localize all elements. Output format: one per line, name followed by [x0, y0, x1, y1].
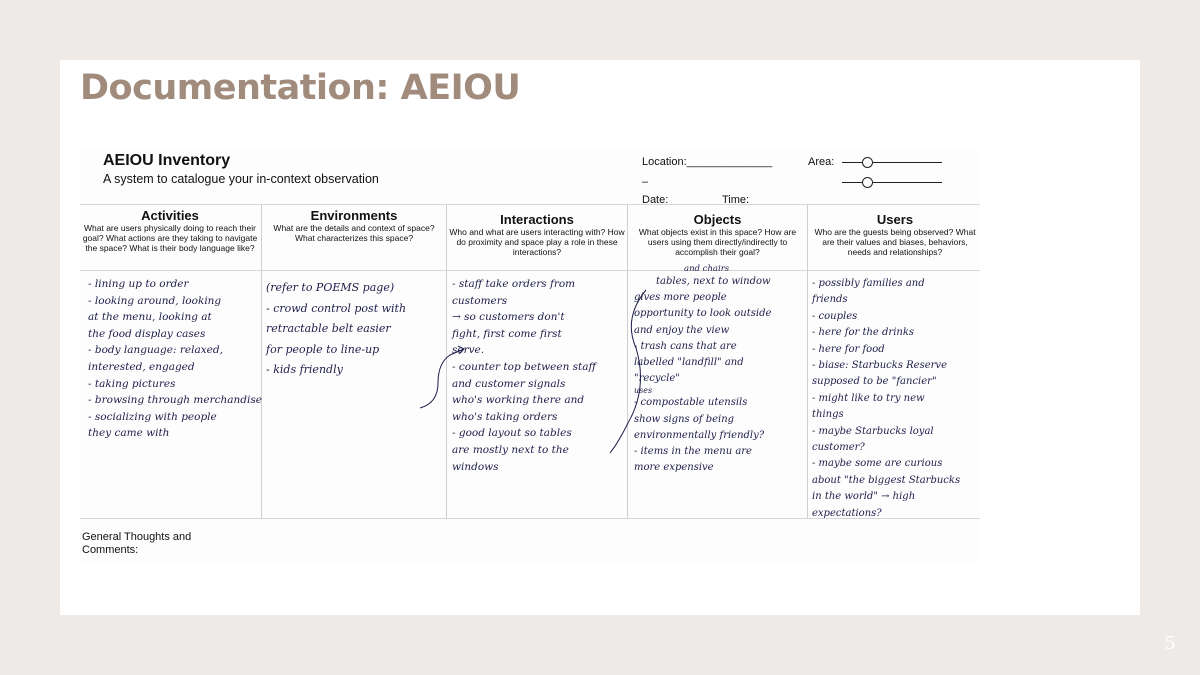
- list-item: show signs of being: [634, 413, 735, 425]
- users-notes: [812, 276, 987, 522]
- page-number: 5: [1164, 633, 1176, 654]
- list-item: at the menu, looking at: [88, 311, 212, 324]
- column-header-users: [810, 212, 980, 257]
- list-item: opportunity to look outside: [634, 308, 772, 320]
- list-item: expectations?: [812, 507, 882, 519]
- list-item: - kids friendly: [266, 363, 343, 376]
- list-item: uses: [634, 386, 653, 396]
- area-label: Area:: [808, 156, 835, 168]
- list-item: "recycle": [634, 373, 680, 385]
- list-item: retractable belt easier: [266, 322, 391, 335]
- inventory-subtitle: A system to catalogue your in-context observation: [103, 172, 379, 186]
- column-question: What are the details and context of space? What characterizes this space?: [273, 223, 435, 243]
- list-item: labelled "landfill" and: [634, 357, 744, 369]
- question-divider: [80, 270, 980, 271]
- list-item: who's taking orders: [452, 410, 558, 423]
- column-header-environments: [264, 208, 444, 243]
- column-heading: Objects: [693, 212, 742, 227]
- list-item: about "the biggest Starbucks: [812, 474, 961, 486]
- list-item: the food display cases: [88, 327, 206, 340]
- list-item: customer?: [812, 442, 865, 454]
- list-item: - staff take orders from: [452, 278, 576, 290]
- list-item: and chairs: [684, 264, 730, 274]
- list-item: supposed to be "fancier": [812, 376, 937, 388]
- time-label: Time:: [722, 194, 750, 206]
- list-item: they came with: [88, 427, 170, 440]
- list-item: fight, first come first: [452, 327, 562, 340]
- column-header-activities: [80, 208, 260, 253]
- slider-knob-icon: [862, 177, 873, 188]
- list-item: customers: [452, 294, 508, 307]
- list-item: environmentally friendly?: [634, 429, 765, 441]
- column-question: What are users physically doing to reach their goal? What actions are they taking to navigate the space? What is their body language like?: [82, 223, 258, 253]
- list-item: - compostable utensils: [634, 397, 748, 409]
- column-heading: Environments: [310, 208, 398, 223]
- list-item: and customer signals: [452, 377, 566, 390]
- list-item: - trash cans that are: [634, 340, 737, 352]
- column-question: What objects exist in this space? How are users using them directly/indirectly to accomplish their goal?: [638, 227, 797, 257]
- list-item: interested, engaged: [88, 360, 195, 373]
- meta-dash: –: [642, 176, 649, 188]
- list-item: - might like to try new: [812, 392, 925, 404]
- list-item: - possibly families and: [812, 278, 925, 289]
- list-item: - here for food: [812, 343, 885, 355]
- list-item: gives more people: [634, 292, 727, 304]
- column-header-interactions: [449, 212, 625, 257]
- list-item: serve.: [452, 344, 485, 357]
- list-item: → so customers don't: [452, 311, 565, 324]
- list-item: - taking pictures: [88, 377, 176, 390]
- location-field: Location:______________: [642, 156, 773, 168]
- list-item: tables, next to window: [656, 276, 771, 287]
- list-item: friends: [812, 294, 848, 306]
- list-item: - counter top between staff: [452, 360, 596, 373]
- bracket-arrow-icon: [420, 343, 480, 413]
- list-item: - crowd control post with: [266, 301, 407, 315]
- objects-notes: [634, 264, 809, 476]
- list-item: - lining up to order: [88, 278, 189, 290]
- slide-title: Documentation: AEIOU: [80, 68, 521, 108]
- slide-card: [60, 60, 1140, 615]
- header-divider: [80, 204, 980, 205]
- list-item: - looking around, looking: [88, 294, 222, 307]
- list-item: - maybe some are curious: [812, 458, 943, 470]
- list-item: - biase: Starbucks Reserve: [812, 360, 947, 372]
- date-label: Date:: [642, 194, 669, 206]
- column-header-objects: [630, 212, 805, 257]
- column-question: Who and what are users interacting with? How do proximity and space play a role in these interactions?: [449, 227, 625, 257]
- bracket-curve-icon: [608, 288, 648, 458]
- column-heading: Interactions: [500, 212, 574, 227]
- list-item: - here for the drinks: [812, 327, 915, 339]
- list-item: who's working there and: [452, 394, 585, 407]
- page-number-box: [1140, 615, 1200, 675]
- slider-knob-icon: [862, 157, 873, 168]
- area-slider-top: [842, 157, 942, 167]
- list-item: - socializing with people: [88, 410, 217, 423]
- list-item: are mostly next to the: [452, 443, 569, 456]
- activities-notes: [88, 276, 263, 442]
- column-heading: Users: [876, 212, 914, 227]
- list-item: - good layout so tables: [452, 427, 572, 440]
- column-question: Who are the guests being observed? What are their values and biases, behaviors, needs and relationships?: [814, 227, 976, 257]
- aeiou-worksheet: [80, 148, 980, 563]
- list-item: (refer to POEMS page): [266, 281, 395, 294]
- inventory-title: AEIOU Inventory: [103, 152, 231, 169]
- column-heading: Activities: [141, 208, 199, 223]
- list-item: for people to line-up: [266, 342, 380, 356]
- list-item: - items in the menu are: [634, 446, 752, 458]
- list-item: - couples: [812, 310, 858, 322]
- general-thoughts-label: General Thoughts and Comments:: [82, 531, 192, 556]
- list-item: - body language: relaxed,: [88, 344, 223, 357]
- list-item: - maybe Starbucks loyal: [812, 425, 934, 437]
- area-slider-bottom: [842, 177, 942, 187]
- list-item: - browsing through merchandise: [88, 394, 262, 407]
- list-item: things: [812, 409, 844, 421]
- list-item: in the world" → high: [812, 491, 916, 503]
- list-item: windows: [452, 460, 499, 473]
- environments-notes: [266, 278, 446, 381]
- list-item: and enjoy the view: [634, 324, 730, 336]
- list-item: more expensive: [634, 462, 714, 474]
